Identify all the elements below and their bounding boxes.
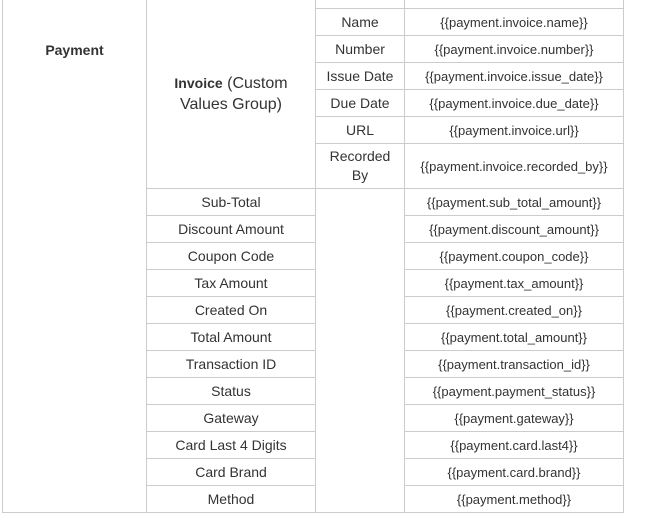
field-label: Discount Amount <box>147 216 316 243</box>
variable-placeholder: {{payment.invoice.issue_date}} <box>405 63 624 90</box>
field-label: Sub-Total <box>147 189 316 216</box>
variable-placeholder: {{payment.sub_total_amount}} <box>405 189 624 216</box>
variable-placeholder: {{payment.invoice.number}} <box>405 36 624 63</box>
field-label: Card Last 4 Digits <box>147 432 316 459</box>
field-label: Number <box>316 36 405 63</box>
variable-placeholder: {{payment.tax_amount}} <box>405 270 624 297</box>
field-label: Gateway <box>147 405 316 432</box>
table-row <box>3 0 624 9</box>
variable-placeholder: {{payment.transaction_id}} <box>405 351 624 378</box>
field-label: Name <box>316 9 405 36</box>
invoice-group-title <box>151 73 311 115</box>
invoice-group-name: Invoice <box>174 75 223 91</box>
field-label: Card Brand <box>147 459 316 486</box>
variable-placeholder: {{payment.payment_status}} <box>405 378 624 405</box>
field-label: Recorded By <box>316 144 405 189</box>
variable-placeholder: {{payment.card.brand}} <box>405 459 624 486</box>
invoice-group-cell <box>147 0 316 189</box>
field-label: Status <box>147 378 316 405</box>
variable-placeholder: {{payment.invoice.due_date}} <box>405 90 624 117</box>
field-label: Created On <box>147 297 316 324</box>
section-cell <box>3 0 147 513</box>
field-label: Tax Amount <box>147 270 316 297</box>
field-label: URL <box>316 117 405 144</box>
spacer-cell <box>405 0 624 9</box>
variable-placeholder: {{payment.coupon_code}} <box>405 243 624 270</box>
field-label: Coupon Code <box>147 243 316 270</box>
spacer-cell <box>316 0 405 9</box>
empty-group-cell <box>316 189 405 513</box>
section-title: Payment <box>45 42 104 58</box>
variable-placeholder: {{payment.method}} <box>405 486 624 513</box>
variable-placeholder: {{payment.invoice.url}} <box>405 117 624 144</box>
field-label: Total Amount <box>147 324 316 351</box>
variable-placeholder: {{payment.invoice.name}} <box>405 9 624 36</box>
variable-placeholder: {{payment.gateway}} <box>405 405 624 432</box>
variable-placeholder: {{payment.discount_amount}} <box>405 216 624 243</box>
field-label: Due Date <box>316 90 405 117</box>
variable-placeholder: {{payment.total_amount}} <box>405 324 624 351</box>
payment-variables-table <box>2 0 624 513</box>
field-label: Method <box>147 486 316 513</box>
field-label: Transaction ID <box>147 351 316 378</box>
variable-placeholder: {{payment.card.last4}} <box>405 432 624 459</box>
variable-placeholder: {{payment.created_on}} <box>405 297 624 324</box>
invoice-group-suffix: (Custom Values Group) <box>180 75 288 113</box>
variable-placeholder: {{payment.invoice.recorded_by}} <box>405 144 624 189</box>
field-label: Issue Date <box>316 63 405 90</box>
variables-table-wrapper <box>2 0 624 513</box>
